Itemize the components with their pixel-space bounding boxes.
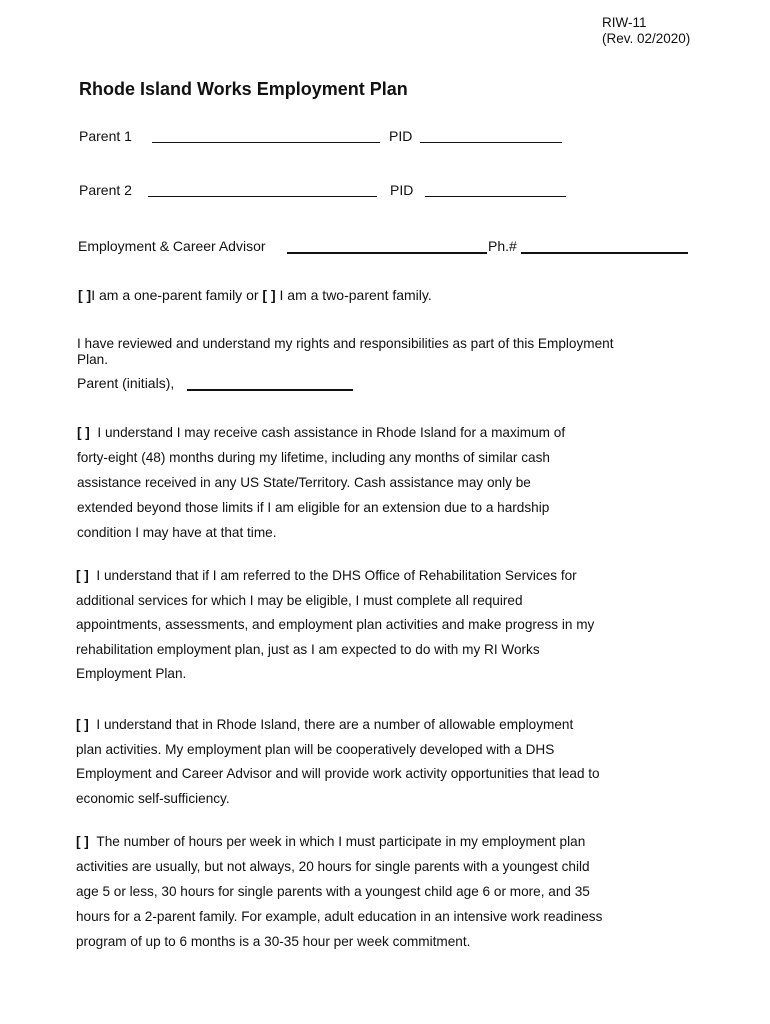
statement-1-line-4: extended beyond those limits if I am eligible for an extension due to a hardship bbox=[77, 500, 550, 515]
form-revision: (Rev. 02/2020) bbox=[602, 31, 691, 46]
initials-label: Parent (initials), bbox=[77, 375, 175, 391]
rights-block bbox=[77, 336, 613, 368]
one-parent-label: I am a one-parent family or bbox=[91, 287, 259, 303]
rights-line-2: Plan. bbox=[77, 352, 108, 367]
statement-2-line-3: appointments, assessments, and employment plan activities and make progress in my bbox=[76, 617, 595, 632]
statement-1-line-5: condition I may have at that time. bbox=[77, 525, 277, 540]
parent1-label: Parent 1 bbox=[79, 128, 132, 144]
advisor-field[interactable] bbox=[287, 238, 487, 254]
statement-3-checkbox[interactable]: [ ] bbox=[76, 717, 89, 732]
parent1-field[interactable] bbox=[152, 128, 380, 143]
statement-1-line-2: forty-eight (48) months during my lifetime, including any months of similar cash bbox=[77, 450, 550, 465]
statement-2 bbox=[76, 564, 594, 687]
statement-3-line-1: I understand that in Rhode Island, there are a number of allowable employment bbox=[96, 717, 574, 732]
statement-1-line-3: assistance received in any US State/Territory. Cash assistance may only be bbox=[77, 475, 531, 490]
advisor-label: Employment & Career Advisor bbox=[78, 238, 266, 254]
parent2-label: Parent 2 bbox=[79, 182, 132, 198]
statement-2-line-5: Employment Plan. bbox=[76, 666, 187, 681]
parent2-pid-field[interactable] bbox=[425, 182, 566, 197]
statement-4-checkbox[interactable]: [ ] bbox=[76, 834, 89, 849]
statement-3 bbox=[76, 713, 600, 811]
statement-4-line-3: age 5 or less, 30 hours for single parents with a youngest child age 6 or more, and 35 bbox=[76, 884, 590, 899]
statement-2-checkbox[interactable]: [ ] bbox=[76, 568, 89, 583]
statement-4 bbox=[76, 829, 602, 954]
statement-1-checkbox[interactable]: [ ] bbox=[77, 425, 90, 440]
form-number: RIW-11 bbox=[602, 15, 647, 30]
initials-field[interactable] bbox=[187, 375, 353, 391]
parent2-pid-label: PID bbox=[390, 182, 414, 198]
statement-4-line-2: activities are usually, but not always, 20 hours for single parents with a youngest child bbox=[76, 859, 590, 874]
statement-3-line-2: plan activities. My employment plan will be cooperatively developed with a DHS bbox=[76, 741, 555, 757]
parent1-row bbox=[79, 128, 132, 144]
two-parent-label: I am a two-parent family. bbox=[279, 287, 432, 303]
statement-1-line-1: I understand I may receive cash assistance in Rhode Island for a maximum of bbox=[97, 425, 566, 440]
two-parent-checkbox[interactable]: [ ] bbox=[262, 287, 276, 303]
statement-3-line-4: economic self-sufficiency. bbox=[76, 790, 230, 806]
statement-4-line-4: hours for a 2-parent family. For example, adult education in an intensive work readiness bbox=[76, 909, 603, 924]
statement-2-line-1: I understand that if I am referred to the DHS Office of Rehabilitation Services for bbox=[96, 568, 577, 583]
statement-1 bbox=[77, 420, 565, 545]
family-type-row bbox=[78, 287, 432, 303]
phone-label: Ph.# bbox=[488, 238, 517, 254]
page-title: Rhode Island Works Employment Plan bbox=[79, 79, 408, 99]
parent1-pid-field[interactable] bbox=[420, 128, 562, 143]
statement-4-line-1: The number of hours per week in which I must participate in my employment plan bbox=[96, 834, 586, 849]
parent1-pid-label: PID bbox=[389, 128, 413, 144]
parent2-field[interactable] bbox=[148, 182, 377, 197]
rights-line-1: I have reviewed and understand my rights and responsibilities as part of this Employment bbox=[77, 336, 614, 351]
statement-3-line-3: Employment and Career Advisor and will provide work activity opportunities that lead to bbox=[76, 766, 600, 781]
form-code bbox=[602, 15, 690, 47]
statement-2-line-4: rehabilitation employment plan, just as I am expected to do with my RI Works bbox=[76, 641, 540, 657]
statement-2-line-2: additional services for which I may be eligible, I must complete all required bbox=[76, 592, 523, 608]
statement-4-line-5: program of up to 6 months is a 30-35 hour per week commitment. bbox=[76, 934, 471, 949]
one-parent-checkbox[interactable]: [ ] bbox=[78, 287, 92, 303]
phone-field[interactable] bbox=[521, 238, 688, 254]
